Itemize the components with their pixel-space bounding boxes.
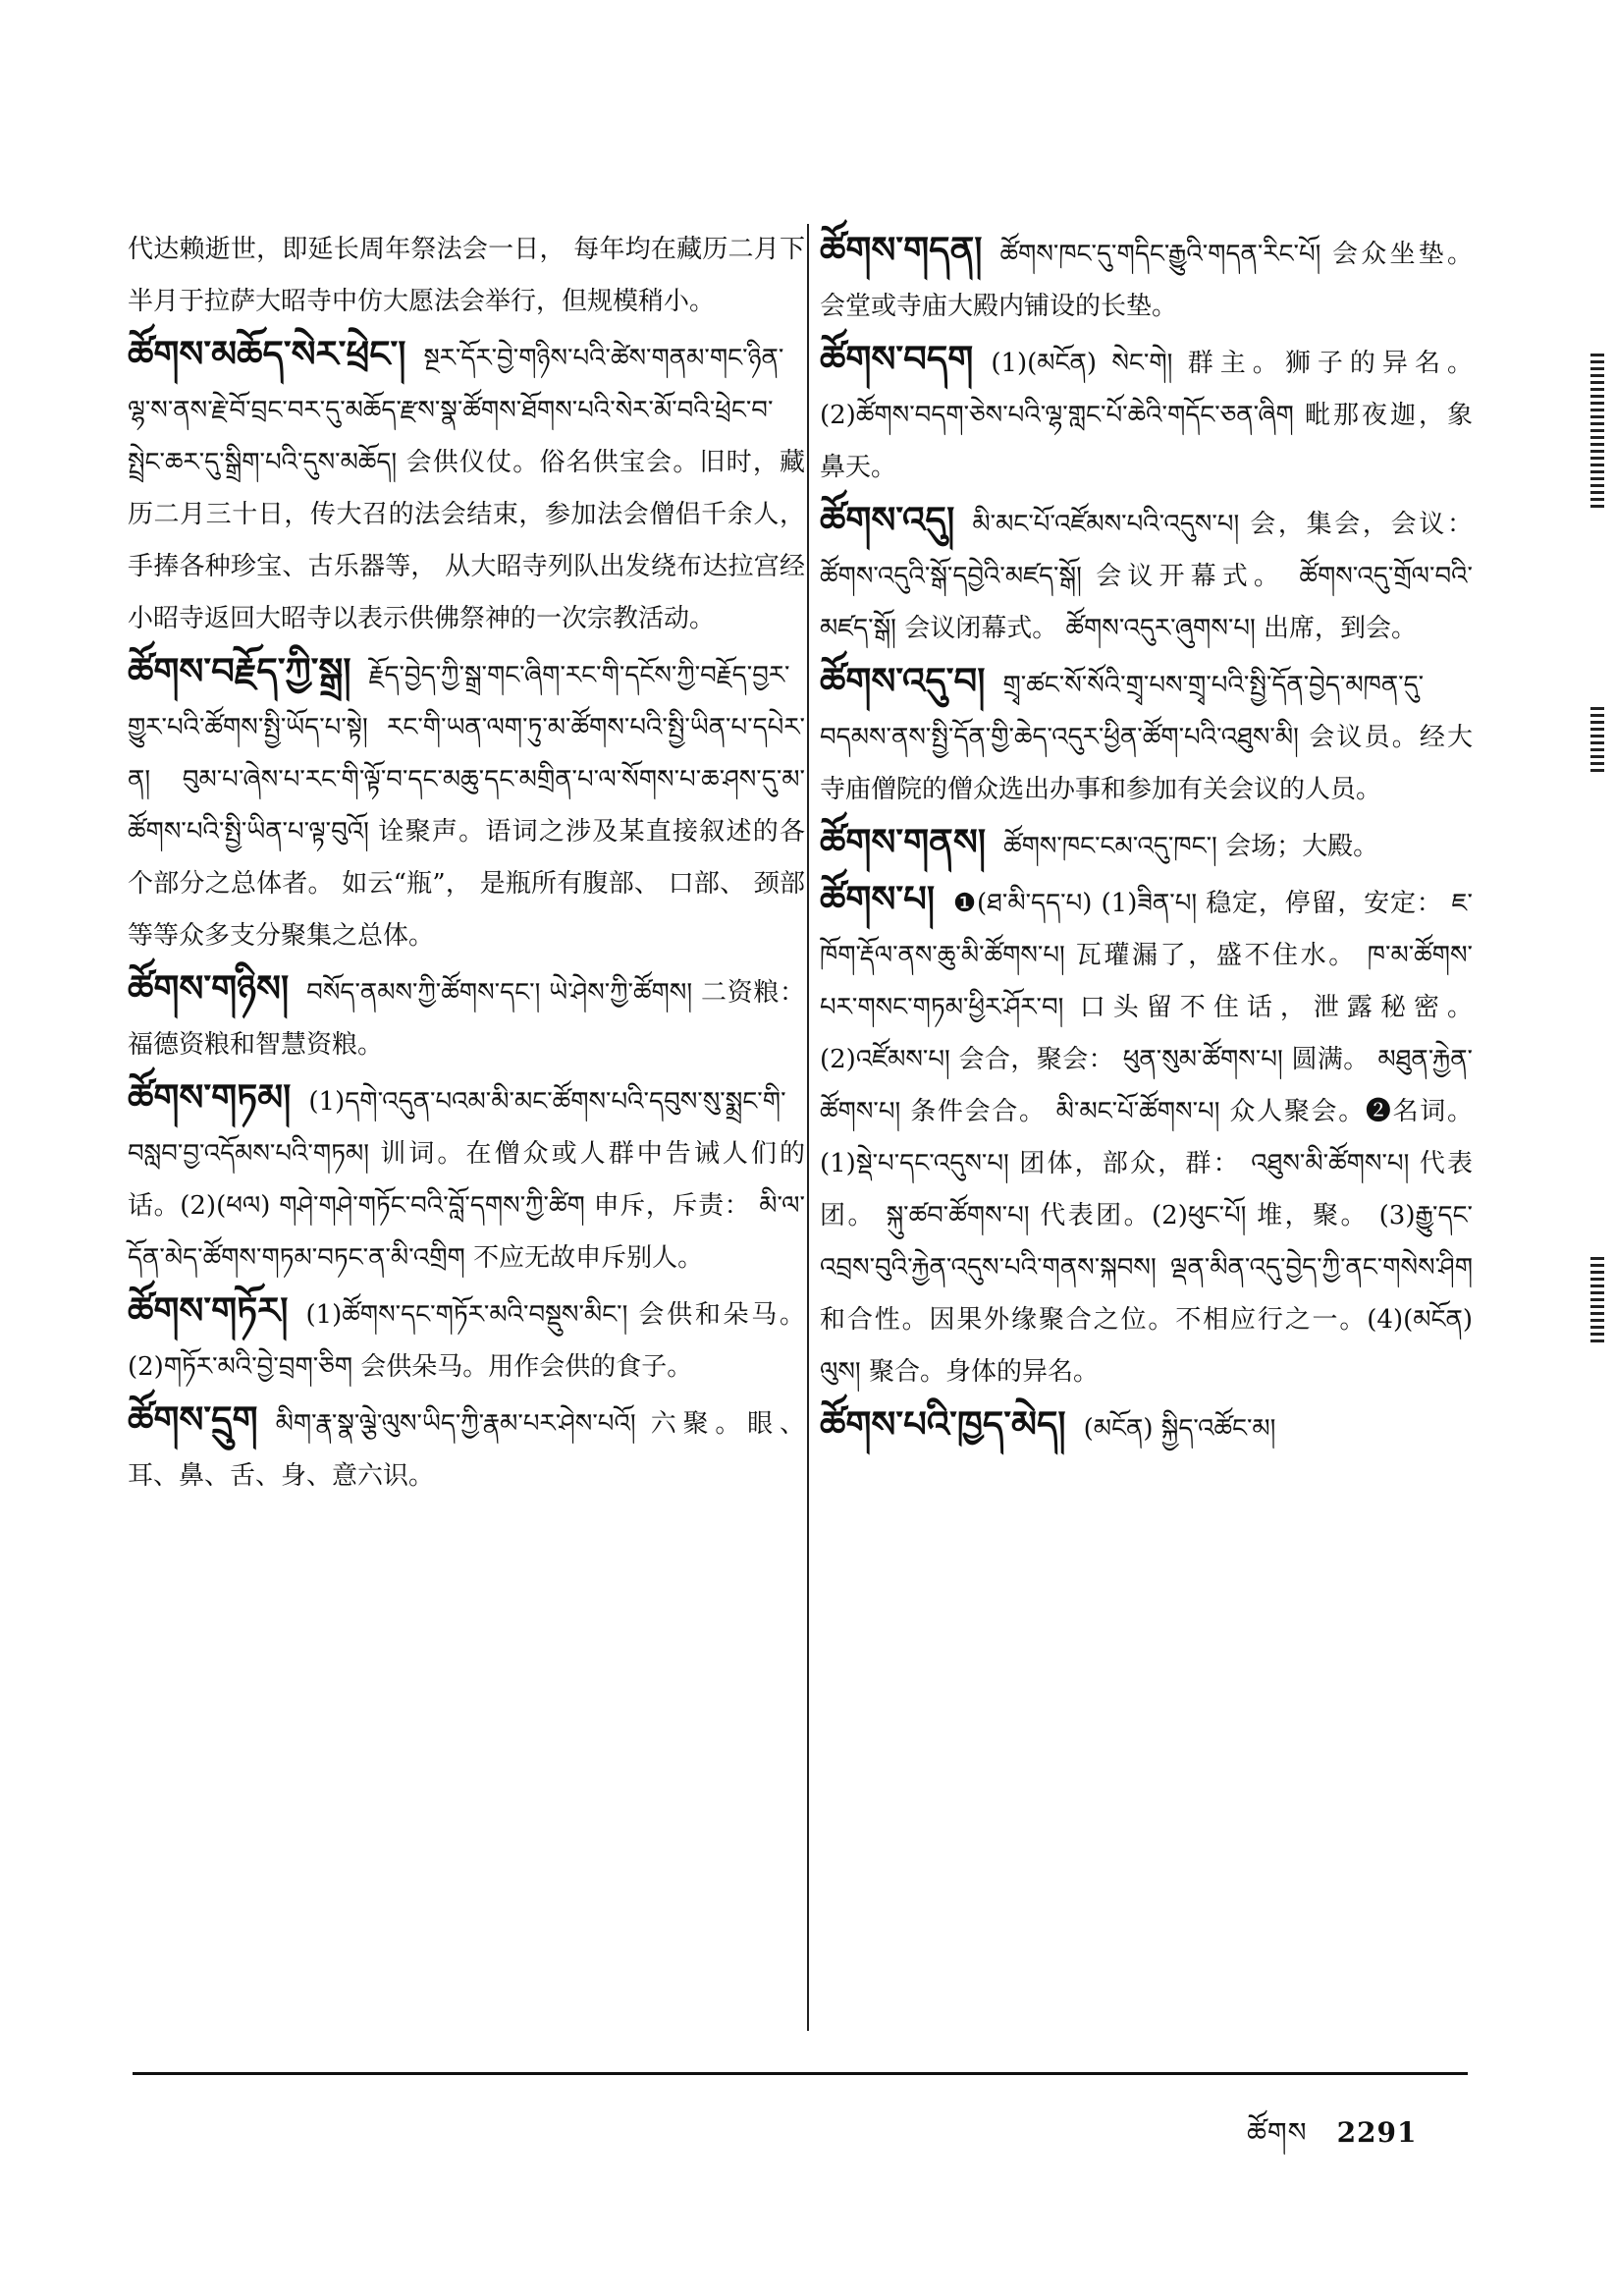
scan-edge-mark <box>1590 1257 1604 1345</box>
entry-body: (1)ཚོགས་དང་གཏོར་མའི་བསྡུས་མིང་། 会供和朵马。(2)གཏོར་མའི་བྱེ་བྲག་ཅིག 会供朵马。用作会供的食子。 <box>128 1300 805 1382</box>
column-divider <box>807 224 809 2031</box>
entry-headword: ཚོགས་གནས། <box>820 820 987 863</box>
entry-headword: ཚོགས་གཏོར། <box>128 1288 289 1332</box>
page-number: 2291 <box>1336 2116 1418 2149</box>
page-footer <box>1247 2102 1418 2179</box>
entry-body: ཚོགས་ཁང་དུ་གདིང་རྒྱུའི་གདན་རིང་པོ། 会众坐垫。会堂或寺庙大殿内铺设的长垫。 <box>820 240 1473 321</box>
entry-body: བསོད་ནམས་ཀྱི་ཚོགས་དང་། ཡེ་ཤེས་ཀྱི་ཚོགས། 二资粮：福德资粮和智慧资粮。 <box>128 978 805 1060</box>
entry-headword: ཚོགས་བརྗོད་ཀྱི་སྒྲ། <box>128 649 351 692</box>
entry-headword: ཚོགས་གཉིས། <box>128 966 290 1010</box>
entry-headword: ཚོགས་མཆོད་སེར་ཕྲེང་། <box>128 332 406 375</box>
entry-headword: ཚོགས་དྲུག <box>128 1397 258 1441</box>
dictionary-entry <box>820 224 1473 333</box>
entry-body: སྔར་དོར་བྱེ་གཉིས་པའི་ཚེས་གནམ་གང་ཉིན་ལྷ་ས་ནས་རྗེ་བོ་བྲང་བར་དུ་མཆོད་རྫས་སྣ་ཚོགས་ཐོགས་པའི་སེར་མོ་བའི་ཕྲེང་བ་སྤྲེང་ཆར་དུ་སྒྲིག་པའི་དུས་མཆོད། 会供仪仗。俗名供宝会。旧时，藏历二月三十日，传大召的法会结束，参加法会僧侣千余人， 手捧各种珍宝、古乐器等， 从大昭寺列队出发绕布达拉宫经小昭寺返回大昭寺以表示供佛祭神的一次宗教活动。 <box>128 344 805 633</box>
entry-continuation <box>128 224 805 328</box>
dictionary-entry <box>820 873 1473 1398</box>
entry-body: (1)དགེ་འདུན་པའམ་མི་མང་ཚོགས་པའི་དབུས་སུ་སྨྲང་གི་བསླབ་བྱ་འདོམས་པའི་གཏམ། 训词。在僧众或人群中告诫人们的话。(2)(ཕལ) གཤེ་གཤེ་གཏོང་བའི་བློ་དགས་ཀྱི་ཚིག 申斥，斥责： མི་ལ་དོན་མེད་ཚོགས་གཏམ་བཏང་ན་མི་འགྲིག 不应无故申斥别人。 <box>128 1087 805 1273</box>
right-column <box>820 224 1473 1455</box>
entry-headword: ཚོགས་པ། <box>820 877 936 920</box>
dictionary-entry <box>128 1071 805 1285</box>
entry-headword: ཚོགས་པའི་ཁྱད་མེད། <box>820 1402 1066 1446</box>
dictionary-entry <box>820 494 1473 655</box>
entry-body: གྲྭ་ཚང་སོ་སོའི་གྲྭ་པས་གྲྭ་པའི་སྤྱི་དོན་བྱེད་མཁན་དུ་བདམས་ནས་སྤྱི་དོན་གྱི་ཆེད་འདུར་ཕྱིན་ཚོག་པའི་འཐུས་མི། 会议员。经大寺庙僧院的僧众选出办事和参加有关会议的人员。 <box>820 671 1473 804</box>
entry-headword: ཚོགས་གདན། <box>820 228 983 271</box>
left-column <box>128 224 805 1503</box>
entry-body: མི་མང་པོ་འཛོམས་པའི་འདུས་པ། 会，集会，会议： ཚོགས་འདུའི་སྒོ་དབྱེའི་མཛད་སྒོ། 会议开幕式。 ཚོགས་འདུ་གྲོལ་བའི་མཛད་སྒོ། 会议闭幕式。 ཚོགས་འདུར་ཞུགས་པ། 出席，到会。 <box>820 510 1473 643</box>
dictionary-entry <box>128 1285 805 1394</box>
dictionary-entry <box>128 328 805 645</box>
dictionary-entry <box>820 816 1473 873</box>
entry-headword: ཚོགས་འདུ་བ། <box>820 659 986 702</box>
running-head-word: ཚོགས <box>1247 2116 1308 2149</box>
dictionary-entry <box>128 1394 805 1503</box>
entry-body: རྗོད་བྱེད་ཀྱི་སྒྲ་གང་ཞིག་རང་གི་དངོས་ཀྱི་བརྗོད་བྱར་གྱུར་པའི་ཚོགས་སྤྱི་ཡོད་པ་སྟེ། རང་གི་ཡན་ལག་ཏུ་མ་ཚོགས་པའི་སྤྱི་ཡིན་པ་དཔེར་ན། བུམ་པ་ཞེས་པ་རང་གི་ལྟོ་བ་དང་མཆུ་དང་མགྲིན་པ་ལ་སོགས་པ་ཆ་ཤས་དུ་མ་ཚོགས་པའི་སྤྱི་ཡིན་པ་ལྟ་བུའོ། 诠聚声。语词之涉及某直接叙述的各个部分之总体者。 如云“瓶”， 是瓶所有腹部、 口部、 颈部等等众多支分聚集之总体。 <box>128 661 805 951</box>
scan-edge-mark <box>1590 354 1604 511</box>
dictionary-entry <box>128 962 805 1071</box>
entry-headword: ཚོགས་འདུ། <box>820 498 955 541</box>
footer-rule <box>133 2072 1468 2075</box>
entry-body: (མངོན) སྐྱིད་འཚོང་མ། <box>1083 1414 1276 1444</box>
dictionary-entry <box>820 655 1473 816</box>
entry-headword: ཚོགས་བདག <box>820 337 974 380</box>
dictionary-entry <box>128 645 805 962</box>
dictionary-entry <box>820 333 1473 494</box>
entry-body: 代达赖逝世，即延长周年祭法会一日， 每年均在藏历二月下半月于拉萨大昭寺中仿大愿法会举行，但规模稍小。 <box>128 235 805 316</box>
entry-body: ཚོགས་ཁང་ངམ་འདུ་ཁང་། 会场；大殿。 <box>1003 832 1379 861</box>
entry-body: ❶(ཐ་མི་དད་པ) (1)ཟིན་པ། 稳定，停留，安定： ཇ་ཁོག་རྡོལ་ནས་ཆུ་མི་ཚོགས་པ། 瓦瓘漏了，盛不住水。 ཁ་མ་ཚོགས་པར་གསང་གཏམ་ཕྱིར་ཤོར་བ། 口头留不住话，泄露秘密。 (2)འཛོམས་པ། 会合，聚会： ཕུན་སུམ་ཚོགས་པ། 圆满。 མཐུན་རྐྱེན་ཚོགས་པ། 条件会合。 མི་མང་པོ་ཚོགས་པ། 众人聚会。❷名词。 (1)སྡེ་པ་དང་འདུས་པ། 团体，部众，群： འཐུས་མི་ཚོགས་པ། 代表团。 སྐུ་ཚབ་ཚོགས་པ། 代表团。(2)ཕུང་པོ། 堆，聚。 (3)རྒྱུ་དང་འབྲས་བུའི་རྐྱེན་འདུས་པའི་གནས་སྐབས། ལྡན་མིན་འདུ་བྱེད་ཀྱི་ནང་གསེས་ཤིག 和合性。因果外缘聚合之位。不相应行之一。(4)(མངོན) ལུས། 聚合。身体的异名。 <box>820 889 1473 1387</box>
entry-body: མིག་རྣ་སྣ་ལྕེ་ལུས་ཡིད་ཀྱི་རྣམ་པར་ཤེས་པའོ། 六聚。眼、耳、鼻、舌、身、意六识。 <box>128 1409 805 1491</box>
dictionary-entry <box>820 1398 1473 1455</box>
scan-edge-mark <box>1590 707 1604 776</box>
entry-body: (1)(མངོན) སེང་གེ། 群主。狮子的异名。 (2)ཚོགས་བདག་ཅེས་པའི་ལྷ་གླང་པོ་ཆེའི་གདོང་ཅན་ཞིག 毗那夜迦，象鼻天。 <box>820 349 1473 482</box>
entry-headword: ཚོགས་གཏམ། <box>128 1075 292 1119</box>
